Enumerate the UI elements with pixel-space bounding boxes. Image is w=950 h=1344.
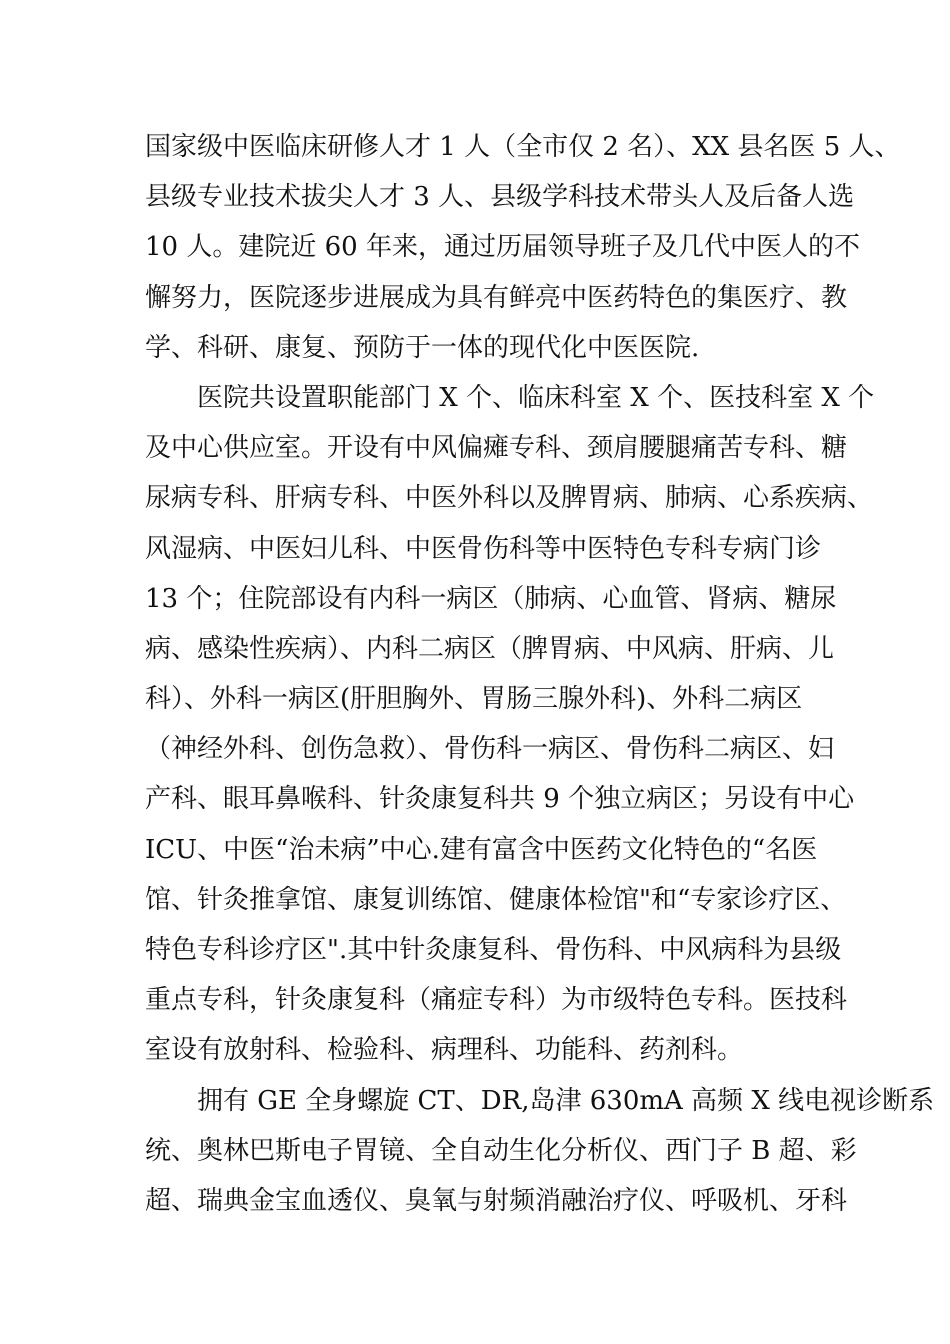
document-body	[145, 122, 935, 1226]
text-line: 特色专科诊疗区".其中针灸康复科、骨伤科、中风病科为县级	[145, 935, 842, 965]
text-line: 超、瑞典金宝血透仪、臭氧与射频消融治疗仪、呼吸机、牙科	[145, 1185, 848, 1216]
text-line: 产科、眼耳鼻喉科、针灸康复科共 9 个独立病区；另设有中心	[145, 784, 855, 815]
text-line: 风湿病、中医妇儿科、中医骨伤科等中医特色专科专病门诊	[145, 533, 822, 564]
paragraph-3	[145, 1076, 935, 1227]
text-line: 馆、针灸推拿馆、康复训练馆、健康体检馆"和“专家诊疗区、	[145, 884, 847, 915]
text-line: 医院共设置职能部门 X 个、临床科室 X 个、医技科室 X 个	[197, 382, 875, 413]
text-line: 10 人。建院近 60 年来，通过历届领导班子及几代中医人的不	[145, 232, 860, 263]
text-line: 室设有放射科、检验科、病理科、功能科、药剂科。	[145, 1035, 744, 1066]
paragraph-2	[145, 373, 875, 1076]
paragraph-1	[145, 122, 901, 373]
text-line: 13 个；住院部设有内科一病区（肺病、心血管、肾病、糖尿	[145, 583, 837, 614]
text-line: 拥有 GE 全身螺旋 CT、DR,岛津 630mA 高频 X 线电视诊断系	[197, 1085, 935, 1116]
text-line: 县级专业技术拔尖人才 3 人、县级学科技术带头人及后备人选	[145, 182, 855, 213]
text-line: 尿病专科、肝病专科、中医外科以及脾胃病、肺病、心系疾病、	[145, 483, 874, 514]
text-line: 病、感染性疾病）、内科二病区（脾胃病、中风病、肝病、儿	[145, 633, 835, 664]
text-line: 重点专科，针灸康复科（痛症专科）为市级特色专科。医技科	[145, 985, 848, 1016]
text-line: 统、奥林巴斯电子胃镜、全自动生化分析仪、西门子 B 超、彩	[145, 1135, 857, 1166]
text-line: 科）、外科一病区(肝胆胸外、胃肠三腺外科)、外科二病区	[145, 684, 803, 715]
text-line: （神经外科、创伤急救）、骨伤科一病区、骨伤科二病区、妇	[145, 734, 835, 765]
text-line: 国家级中医临床研修人才 1 人（全市仅 2 名）、XX 县名医 5 人、	[145, 132, 901, 162]
text-line: 及中心供应室。开设有中风偏瘫专科、颈肩腰腿痛苦专科、糖	[145, 433, 848, 464]
text-line: 学、科研、康复、预防于一体的现代化中医医院.	[145, 332, 700, 363]
text-line: ICU、中医“治未病”中心.建有富含中医药文化特色的“名医	[145, 834, 818, 865]
text-line: 懈努力，医院逐步进展成为具有鲜亮中医药特色的集医疗、教	[145, 282, 848, 313]
